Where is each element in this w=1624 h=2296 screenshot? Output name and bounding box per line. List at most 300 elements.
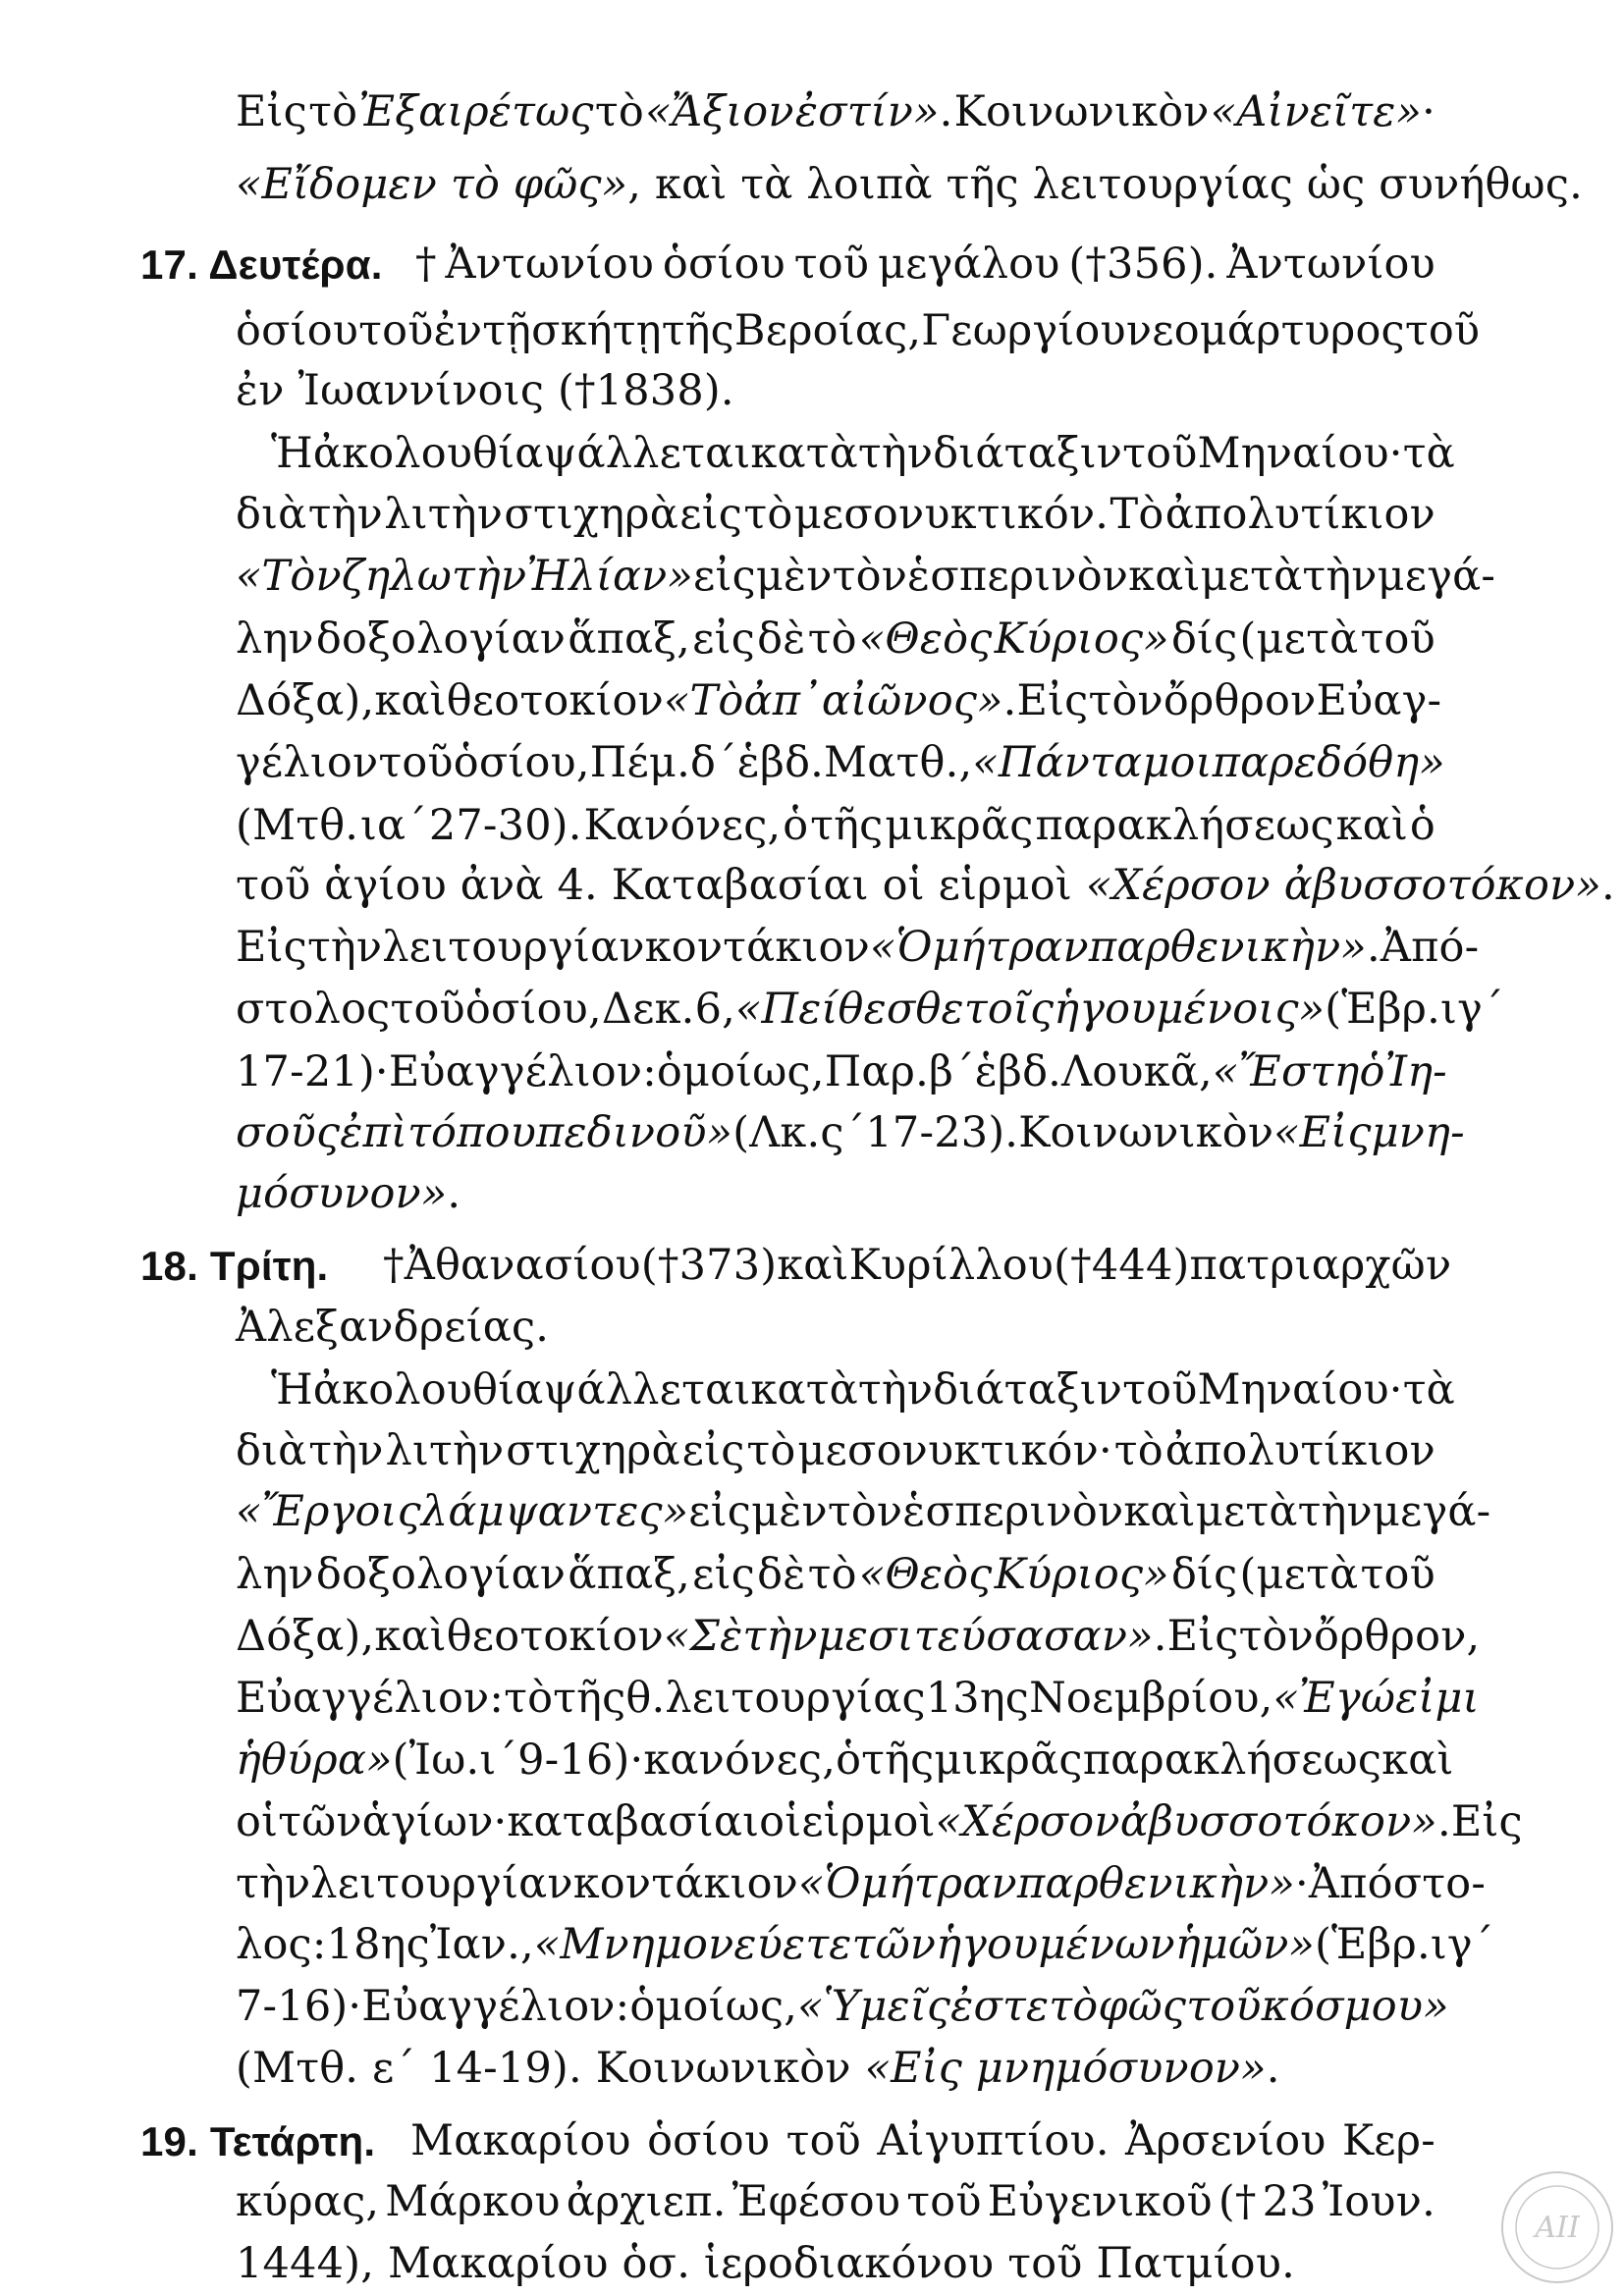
word: ἑβδ. xyxy=(736,738,825,787)
word: μὲν xyxy=(751,1487,828,1536)
word: τοῦ xyxy=(390,985,465,1034)
word: τὸ xyxy=(504,1674,554,1723)
word: Εὐγενικοῦ xyxy=(987,2177,1213,2226)
text-run: τοῦ ἁγίου ἀνὰ 4. Καταβασίαι οἱ εἱρμοὶ xyxy=(236,861,1086,910)
word: διάταξιν xyxy=(933,429,1123,478)
word: μήτραν xyxy=(860,1859,1017,1908)
word: «Ὑμεῖς xyxy=(797,1982,951,2031)
word: Βεροίας, xyxy=(733,306,922,355)
word: ἐστίν». xyxy=(794,87,953,136)
word: δὲ xyxy=(757,1550,806,1599)
word: νεομάρτυρος xyxy=(1125,306,1405,355)
word: Μακαρίου xyxy=(410,2116,631,2165)
word: ια΄ xyxy=(359,801,427,850)
word: Εἰς xyxy=(1450,1797,1523,1846)
word: «Θεὸς xyxy=(858,1550,993,1599)
word: λάμψαντες» xyxy=(420,1487,689,1536)
word: τὴν xyxy=(857,1365,934,1415)
text-line xyxy=(236,1302,549,1353)
word: τοῦ xyxy=(793,240,870,289)
word: μεγάλου xyxy=(877,240,1060,289)
word: Λουκᾶ, xyxy=(1061,1047,1213,1096)
text-line xyxy=(236,159,1583,210)
word: ὁσίου xyxy=(236,306,359,355)
word: ι΄ xyxy=(479,1735,518,1785)
word: τὴν xyxy=(857,429,934,478)
day-heading: 19. Τετάρτη. xyxy=(140,2118,376,2164)
word: ἅπαξ, xyxy=(568,614,691,664)
word: μεγά- xyxy=(1372,1487,1491,1536)
word: ὁ xyxy=(1359,1047,1385,1096)
word: θύρα» xyxy=(260,1735,393,1785)
word: 7-16)· xyxy=(236,1982,362,2031)
word: καὶ xyxy=(1335,801,1409,850)
word: ἐστε xyxy=(950,1982,1050,2031)
word: παρεδόθη» xyxy=(1212,738,1445,787)
word: Ἀθανασίου xyxy=(404,1241,641,1290)
word: (Ἰω. xyxy=(392,1735,480,1785)
text-line xyxy=(236,860,1615,911)
word: Ἰαν., xyxy=(429,1920,534,1969)
word: καὶ xyxy=(374,1612,447,1661)
word: τοῦ xyxy=(1122,1365,1198,1415)
word: Εἰς xyxy=(236,923,307,972)
text-run: ἐν Ἰωαννίνοις (†1838). xyxy=(236,366,734,415)
word: κοντάκιον xyxy=(572,1859,799,1908)
word: κανόνες, xyxy=(643,1735,837,1785)
word: ψάλλεται xyxy=(543,1365,751,1415)
word: τὴν xyxy=(307,490,383,539)
word: τὴν xyxy=(236,1859,311,1908)
word: αἰῶνος». xyxy=(821,676,1017,725)
text-run: . xyxy=(1601,861,1615,910)
quotation: «Χέρσον ἀβυσσοτόκον» xyxy=(1085,861,1601,910)
word: τὴν xyxy=(306,923,383,972)
word: τῆς xyxy=(861,1735,935,1785)
word: τὸν xyxy=(1088,676,1164,725)
word: δίς xyxy=(1170,614,1238,664)
word: δοξολογίαν xyxy=(315,614,567,664)
quotation: «Εἰς μνημόσυνον» xyxy=(864,2044,1267,2093)
word: ἡ xyxy=(236,1735,261,1785)
word: εἰς xyxy=(681,1426,745,1475)
word: Ἀντωνίου xyxy=(445,240,655,289)
word: Μηναίου· xyxy=(1197,1365,1403,1415)
text-line xyxy=(236,614,1435,665)
word: ιγ΄ xyxy=(1440,985,1504,1034)
word: ἑβδ. xyxy=(974,1047,1062,1096)
word: Δόξα), xyxy=(236,1612,375,1661)
word: ὁ xyxy=(836,1735,862,1785)
word: «Πάντα xyxy=(972,738,1143,787)
word: ὁμοίως, xyxy=(656,1047,825,1096)
word: παρθενικὴν». xyxy=(1088,923,1380,972)
text-line xyxy=(236,1796,1523,1847)
word: τοῦ xyxy=(906,2177,982,2226)
text-run: 1444), Μακαρίου ὁσ. ἱεροδιακόνου τοῦ Πατμίου. xyxy=(236,2239,1295,2288)
word: ἐπὶ xyxy=(340,1108,408,1157)
word: «Τὸν xyxy=(236,552,342,601)
text-line xyxy=(236,2238,1295,2289)
word: φῶς xyxy=(1098,1982,1187,2031)
word: «Ἔστη xyxy=(1212,1047,1360,1096)
word: Εὐαγγέλιον: xyxy=(388,1047,657,1096)
quotation: μόσυνον» xyxy=(236,1169,448,1218)
day-heading: 18. Τρίτη. xyxy=(140,1243,329,1289)
word: Ἀντωνίου xyxy=(1226,240,1435,289)
word: θεοτοκίον xyxy=(446,1612,664,1661)
word: καὶ xyxy=(1123,1487,1196,1536)
text-line xyxy=(236,1673,1480,1724)
text-line xyxy=(236,675,1442,726)
word: «Πείθεσθε xyxy=(735,985,964,1034)
word: παρθενικὴν»· xyxy=(1016,1859,1309,1908)
text-line xyxy=(236,1107,1465,1158)
word: κοντάκιον xyxy=(644,923,870,972)
word: Εὐαγ- xyxy=(1316,676,1442,725)
text-run: (Μτθ. ε΄ 14-19). Κοινωνικὸν xyxy=(236,2044,865,2093)
word: ὁ xyxy=(783,801,809,850)
word: ὁσίου xyxy=(662,240,786,289)
word: μεσονυκτικόν. xyxy=(793,490,1110,539)
word: παρακλήσεως xyxy=(1035,801,1334,850)
word: μεσονυκτικόν· xyxy=(797,1426,1112,1475)
text-line xyxy=(415,239,1435,290)
word: ἑσπερινὸν xyxy=(902,1487,1124,1536)
word: λειτουργίαν xyxy=(310,1859,573,1908)
word: Κοινωνικὸν xyxy=(1018,1108,1274,1157)
word: Ἐφέσου xyxy=(731,2177,901,2226)
text-line xyxy=(236,1168,460,1219)
word: ἡγουμένοις» xyxy=(1054,985,1326,1034)
word: ἀκολουθία xyxy=(312,1365,544,1415)
word: δὲ xyxy=(757,614,806,664)
word: μνη- xyxy=(1371,1108,1465,1157)
word: τοῦ xyxy=(785,2116,861,2165)
word: ἀκολουθία xyxy=(312,429,544,478)
word: τοῖς xyxy=(963,985,1055,1034)
word: τοῦ xyxy=(1186,1982,1262,2031)
word: Τὸ xyxy=(1110,490,1164,539)
word: τὸ xyxy=(308,87,358,136)
word: τὸν xyxy=(827,1487,903,1536)
word: 23 xyxy=(1262,2177,1317,2226)
word: «Ὁ xyxy=(798,1859,861,1908)
word: τοῦ xyxy=(1404,306,1481,355)
word: (†356). xyxy=(1068,240,1218,289)
word: οἱ xyxy=(759,1797,802,1846)
word: ἁγίων· xyxy=(361,1797,508,1846)
text-line xyxy=(236,2043,1280,2094)
word: λειτουργίαν xyxy=(382,923,645,972)
word: Πέμ. xyxy=(589,738,690,787)
word: ς΄ xyxy=(820,1108,866,1157)
word: τὸν xyxy=(832,552,908,601)
word: (Ἑβρ. xyxy=(1315,1920,1431,1969)
word: τῶν xyxy=(278,1797,362,1846)
text-line xyxy=(236,489,1435,540)
text-line xyxy=(236,1981,1449,2032)
word: ἅπαξ, xyxy=(568,1550,691,1599)
word: ἀπολυτίκιον xyxy=(1164,1426,1435,1475)
word: τοῦ xyxy=(1360,1550,1435,1599)
day-heading: 17. Δευτέρα. xyxy=(140,241,383,288)
text-line xyxy=(271,428,1455,479)
text-line xyxy=(236,1611,1481,1662)
word: «Σὲ xyxy=(663,1612,743,1661)
word: Εἰς xyxy=(1166,1612,1239,1661)
word: ιγ΄ xyxy=(1430,1920,1494,1969)
word: Εὐαγγέλιον: xyxy=(236,1674,505,1723)
word: (Λκ. xyxy=(732,1108,821,1157)
word: κύρας, xyxy=(236,2177,380,2226)
word: καὶ xyxy=(374,676,447,725)
word: γέλιον xyxy=(236,738,379,787)
word: μεγά- xyxy=(1377,552,1496,601)
word: στιχηρὰ xyxy=(506,1426,680,1475)
word: Ἀπόστο- xyxy=(1308,1859,1487,1908)
word: (Μτθ. xyxy=(236,801,359,850)
word: ἀβυσσοτόκον». xyxy=(1119,1797,1451,1846)
word: Νοεμβρίου, xyxy=(1029,1674,1273,1723)
text-line xyxy=(236,737,1445,788)
word: διάταξιν xyxy=(933,1365,1123,1415)
word: (Ἑβρ. xyxy=(1325,985,1441,1034)
word: τοῦ xyxy=(378,738,454,787)
word: (†373) xyxy=(640,1241,778,1290)
word: τῇ xyxy=(482,306,532,355)
word: Δεκ. xyxy=(601,985,695,1034)
word: Ἰουν. xyxy=(1322,2177,1435,2226)
word: μήτραν xyxy=(932,923,1089,972)
word: τὰ xyxy=(1402,429,1455,478)
text-line xyxy=(236,922,1480,973)
word: μὲν xyxy=(755,552,833,601)
word: θ. xyxy=(625,1674,666,1723)
word: Ἠλίαν» xyxy=(526,552,694,601)
word: Κύριος» xyxy=(994,614,1169,664)
text-line xyxy=(236,1046,1447,1097)
text-line xyxy=(271,1364,1455,1415)
word: τὸ xyxy=(594,87,644,136)
word: 13ης xyxy=(925,1674,1030,1723)
word: τῆς xyxy=(661,306,734,355)
word: Κοινωνικὸν xyxy=(953,87,1210,136)
word: ὁσίου, xyxy=(453,738,590,787)
word: καταβασίαι xyxy=(507,1797,760,1846)
word: ὁ xyxy=(1409,801,1435,850)
word: (†444) xyxy=(1054,1241,1190,1290)
word: τὸ xyxy=(807,1550,857,1599)
word: ὄρθρον, xyxy=(1313,1612,1481,1661)
word: ὁσίου xyxy=(647,2116,771,2165)
word: (μετὰ xyxy=(1239,614,1359,664)
word: ἑσπερινὸν xyxy=(907,552,1129,601)
word: Δόξα), xyxy=(236,676,375,725)
word: «Εἰς xyxy=(1273,1108,1372,1157)
word: διὰ xyxy=(236,1426,307,1475)
word: καὶ xyxy=(1381,1735,1454,1785)
word: δοξολογίαν xyxy=(315,1550,567,1599)
word: «Θεὸς xyxy=(858,614,993,664)
word: λειτουργίας xyxy=(665,1674,926,1723)
text-line xyxy=(236,800,1435,851)
word: Παρ. xyxy=(824,1047,929,1096)
word: μετὰ xyxy=(1195,1487,1298,1536)
word: ὄρθρον xyxy=(1163,676,1317,725)
word: Ἡ xyxy=(271,1365,313,1415)
word: σοῦς xyxy=(236,1108,341,1157)
word: τὰ xyxy=(1402,1365,1455,1415)
text-line xyxy=(236,305,1481,356)
word: 9-16)· xyxy=(517,1735,644,1785)
word: τὸ xyxy=(743,490,793,539)
word: τόπου xyxy=(407,1108,537,1157)
word: († xyxy=(1218,2177,1257,2226)
word: τοῦ xyxy=(1360,614,1435,664)
word: Γεωργίου xyxy=(921,306,1126,355)
word: Εἰς xyxy=(236,87,307,136)
word: τὴν xyxy=(742,1612,818,1661)
word: «Χέρσον xyxy=(935,1797,1120,1846)
word: Κυρίλλου xyxy=(848,1241,1055,1290)
word: Μάρκου xyxy=(385,2177,561,2226)
svg-text:ΑΙΙ: ΑΙΙ xyxy=(1535,2211,1580,2245)
word: ζηλωτὴν xyxy=(341,552,527,601)
word: στιχηρὰ xyxy=(504,490,678,539)
quotation: «Εἴδομεν τὸ φῶς» xyxy=(236,160,628,209)
text-run: , καὶ τὰ λοιπὰ τῆς λειτουργίας ὡς συνήθως. xyxy=(627,160,1583,209)
word: εἰς xyxy=(692,614,755,664)
word: μεσιτεύσασαν». xyxy=(817,1612,1167,1661)
word: 17-23). xyxy=(865,1108,1019,1157)
text-line xyxy=(236,1919,1494,1970)
word: κόσμου» xyxy=(1261,1982,1449,2031)
word: τὸ xyxy=(807,614,857,664)
word: «Μνημονεύετε xyxy=(533,1920,852,1969)
word: «Τὸ xyxy=(663,676,744,725)
word: πατριαρχῶν xyxy=(1189,1241,1452,1290)
word: 17-21)· xyxy=(236,1047,389,1096)
word: Ματθ., xyxy=(824,738,973,787)
word: Ἀρσενίου xyxy=(1125,2116,1326,2165)
word: 18ης xyxy=(326,1920,430,1969)
word: τῆς xyxy=(810,801,884,850)
word: τὸ xyxy=(1049,1982,1099,2031)
word: † xyxy=(415,240,437,289)
word: τὴν xyxy=(1302,552,1378,601)
text-line xyxy=(236,984,1504,1035)
text-line xyxy=(236,365,734,416)
word: σκήτῃ xyxy=(531,306,662,355)
word: † xyxy=(383,1241,405,1290)
word: λιτὴν xyxy=(384,490,504,539)
text-line xyxy=(236,86,1435,137)
word: πεδινοῦ» xyxy=(536,1108,733,1157)
word: οἱ xyxy=(236,1797,279,1846)
text-line xyxy=(236,1735,1454,1786)
text-line xyxy=(236,2176,1435,2227)
word: Αἰγυπτίου. xyxy=(877,2116,1110,2165)
word: μοι xyxy=(1142,738,1213,787)
word: «Ἄξιον xyxy=(645,87,794,136)
text-line xyxy=(383,1240,1452,1291)
word: Ἡ xyxy=(271,429,313,478)
text-line xyxy=(236,1486,1491,1537)
word: «Ἔργοις xyxy=(236,1487,421,1536)
word: ἀρχιεπ. xyxy=(566,2177,727,2226)
text-run: . xyxy=(1266,2044,1280,2093)
word: λην xyxy=(236,1550,314,1599)
word: ψάλλεται xyxy=(543,429,751,478)
word: κατὰ xyxy=(750,1365,858,1415)
word: παρακλήσεως xyxy=(1082,1735,1382,1785)
word: β΄ xyxy=(928,1047,975,1096)
word: ὁσίου, xyxy=(464,985,602,1034)
word: εἰς xyxy=(692,1550,755,1599)
word: Ἰη- xyxy=(1384,1047,1447,1096)
word: Κανόνες, xyxy=(583,801,782,850)
word: Ἀπό- xyxy=(1380,923,1480,972)
word: τοῦ xyxy=(358,306,434,355)
word: θεοτοκίον xyxy=(446,676,664,725)
word: Εἰς xyxy=(1016,676,1089,725)
word: τῶν xyxy=(851,1920,937,1969)
seal-stamp xyxy=(1498,2168,1616,2286)
word: τὸν xyxy=(1238,1612,1314,1661)
text-run: . xyxy=(447,1169,461,1218)
text-line xyxy=(410,2115,1435,2166)
word: «Αἰνεῖτε»· xyxy=(1210,87,1435,136)
word: ἐν xyxy=(433,306,483,355)
text-line xyxy=(236,1549,1435,1600)
word: μικρᾶς xyxy=(934,1735,1083,1785)
text-line xyxy=(236,1425,1435,1476)
word: τὴν xyxy=(1297,1487,1373,1536)
word: ἡμῶν» xyxy=(1174,1920,1316,1969)
word: Κύριος» xyxy=(994,1550,1169,1599)
word: Εὐαγγέλιον: xyxy=(361,1982,630,2031)
word: λην xyxy=(236,614,314,664)
text-run: Ἀλεξανδρείας. xyxy=(236,1303,550,1352)
word: μετὰ xyxy=(1200,552,1303,601)
word: 6, xyxy=(694,985,735,1034)
word: κατὰ xyxy=(750,429,858,478)
word: λος: xyxy=(236,1920,327,1969)
seal-icon xyxy=(1498,2168,1616,2286)
word: δίς xyxy=(1170,1550,1238,1599)
word: Μηναίου· xyxy=(1197,429,1403,478)
word: 27-30). xyxy=(428,801,582,850)
word: Κερ- xyxy=(1341,2116,1435,2165)
word: ἀπ᾽ xyxy=(743,676,822,725)
word: στολος xyxy=(236,985,391,1034)
word: εἱρμοὶ xyxy=(801,1797,936,1846)
word: διὰ xyxy=(236,490,307,539)
word: τοῦ xyxy=(1122,429,1198,478)
word: τὴν xyxy=(308,1426,384,1475)
word: Ἐξαιρέτως xyxy=(358,87,594,136)
word: τὸ xyxy=(1113,1426,1164,1475)
word: ὁμοίως, xyxy=(629,1982,798,2031)
text-line xyxy=(236,1858,1487,1909)
text-line xyxy=(236,551,1496,602)
word: εἰς xyxy=(693,552,756,601)
word: εἰς xyxy=(688,1487,752,1536)
word: τὸ xyxy=(746,1426,796,1475)
word: «Ὁ xyxy=(869,923,933,972)
word: εἰμι xyxy=(1395,1674,1480,1723)
